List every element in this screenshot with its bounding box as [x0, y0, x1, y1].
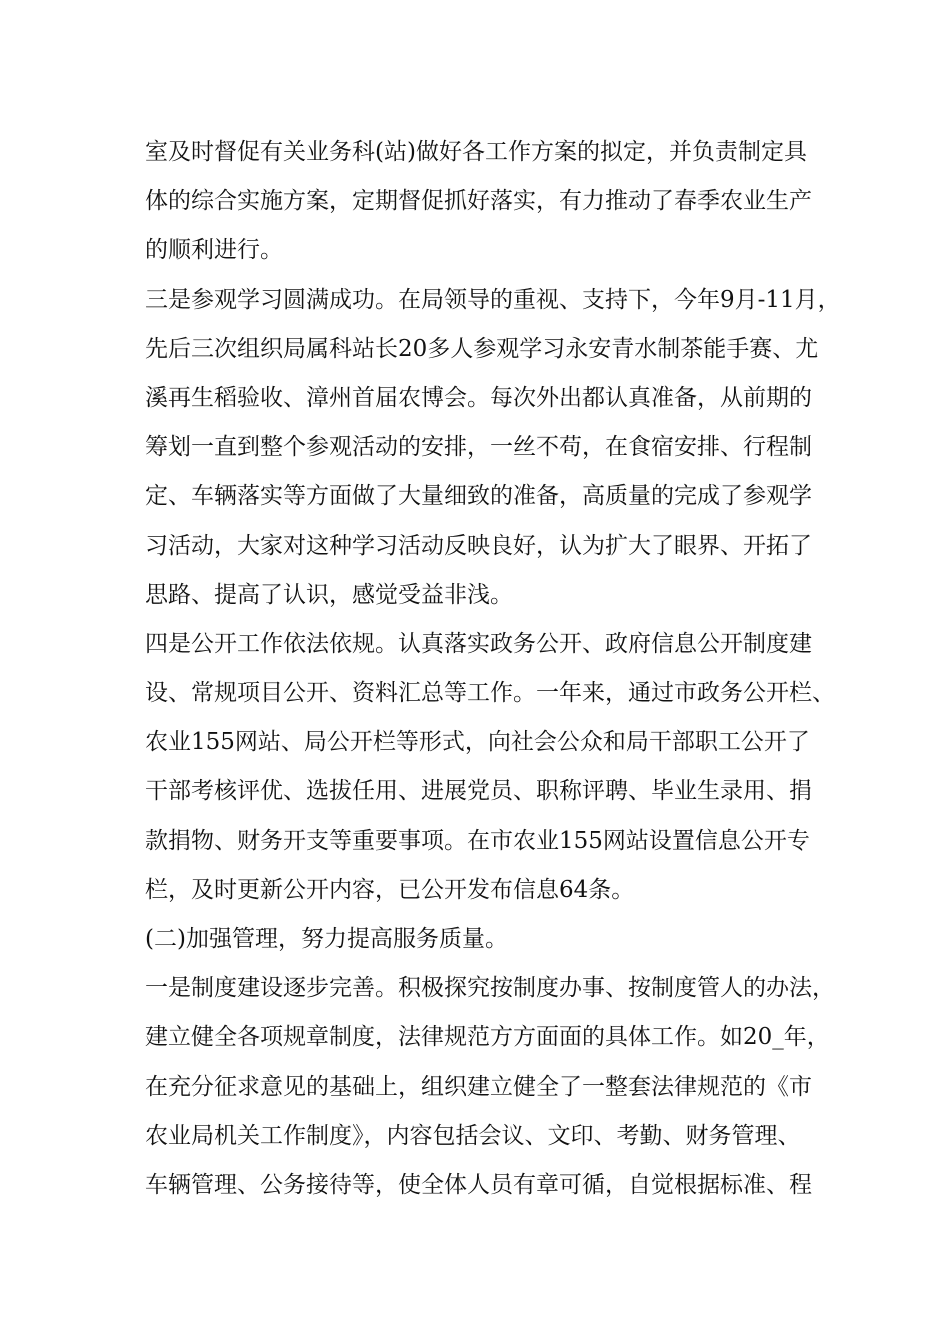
text-line: 的顺利进行。 [145, 237, 283, 264]
text-line: 农业局机关工作制度》，内容包括会议、文印、考勤、财务管理、 [145, 1122, 801, 1149]
text-line: 室及时督促有关业务科(站)做好各工作方案的拟定，并负责制定具 [145, 139, 807, 165]
text-line: 筹划一直到整个参观活动的安排，一丝不苟，在食宿安排、行程制 [145, 434, 812, 461]
text-line: 体的综合实施方案，定期督促抓好落实，有力推动了春季农业生产 [145, 188, 812, 215]
text-line: 设、常规项目公开、资料汇总等工作。一年来，通过市政务公开栏、 [145, 680, 835, 707]
text-line: 三是参观学习圆满成功。在局领导的重视、支持下，今年9月-11月， [145, 286, 841, 313]
text-line: 车辆管理、公务接待等，使全体人员有章可循，自觉根据标准、程 [145, 1171, 812, 1198]
text-line: 定、车辆落实等方面做了大量细致的准备，高质量的完成了参观学 [145, 483, 812, 510]
text-line: 农业155网站、局公开栏等形式，向社会公众和局干部职工公开了 [145, 729, 810, 756]
text-line: 四是公开工作依法依规。认真落实政务公开、政府信息公开制度建 [145, 630, 812, 657]
text-line: 习活动，大家对这种学习活动反映良好，认为扩大了眼界、开拓了 [145, 532, 812, 559]
text-line: 思路、提高了认识，感觉受益非浅。 [145, 581, 513, 608]
section-heading: (二)加强管理，努力提高服务质量。 [145, 926, 508, 952]
text-line: 栏，及时更新公开内容，已公开发布信息64条。 [145, 876, 635, 903]
document-body [145, 128, 841, 1210]
text-line: 溪再生稻验收、漳州首届农博会。每次外出都认真准备，从前期的 [145, 384, 812, 411]
text-line: 一是制度建设逐步完善。积极探究按制度办事、按制度管人的办法， [145, 975, 835, 1002]
text-line: 建立健全各项规章制度，法律规范方方面面的具体工作。如20_年， [145, 1024, 830, 1051]
text-line: 干部考核评优、选拔任用、进展党员、职称评聘、毕业生录用、捐 [145, 778, 812, 805]
text-line: 款捐物、财务开支等重要事项。在市农业155网站设置信息公开专 [145, 827, 810, 854]
text-line: 在充分征求意见的基础上，组织建立健全了一整套法律规范的《市 [145, 1073, 812, 1100]
text-line: 先后三次组织局属科站长20多人参观学习永安青水制茶能手赛、尤 [145, 335, 819, 362]
